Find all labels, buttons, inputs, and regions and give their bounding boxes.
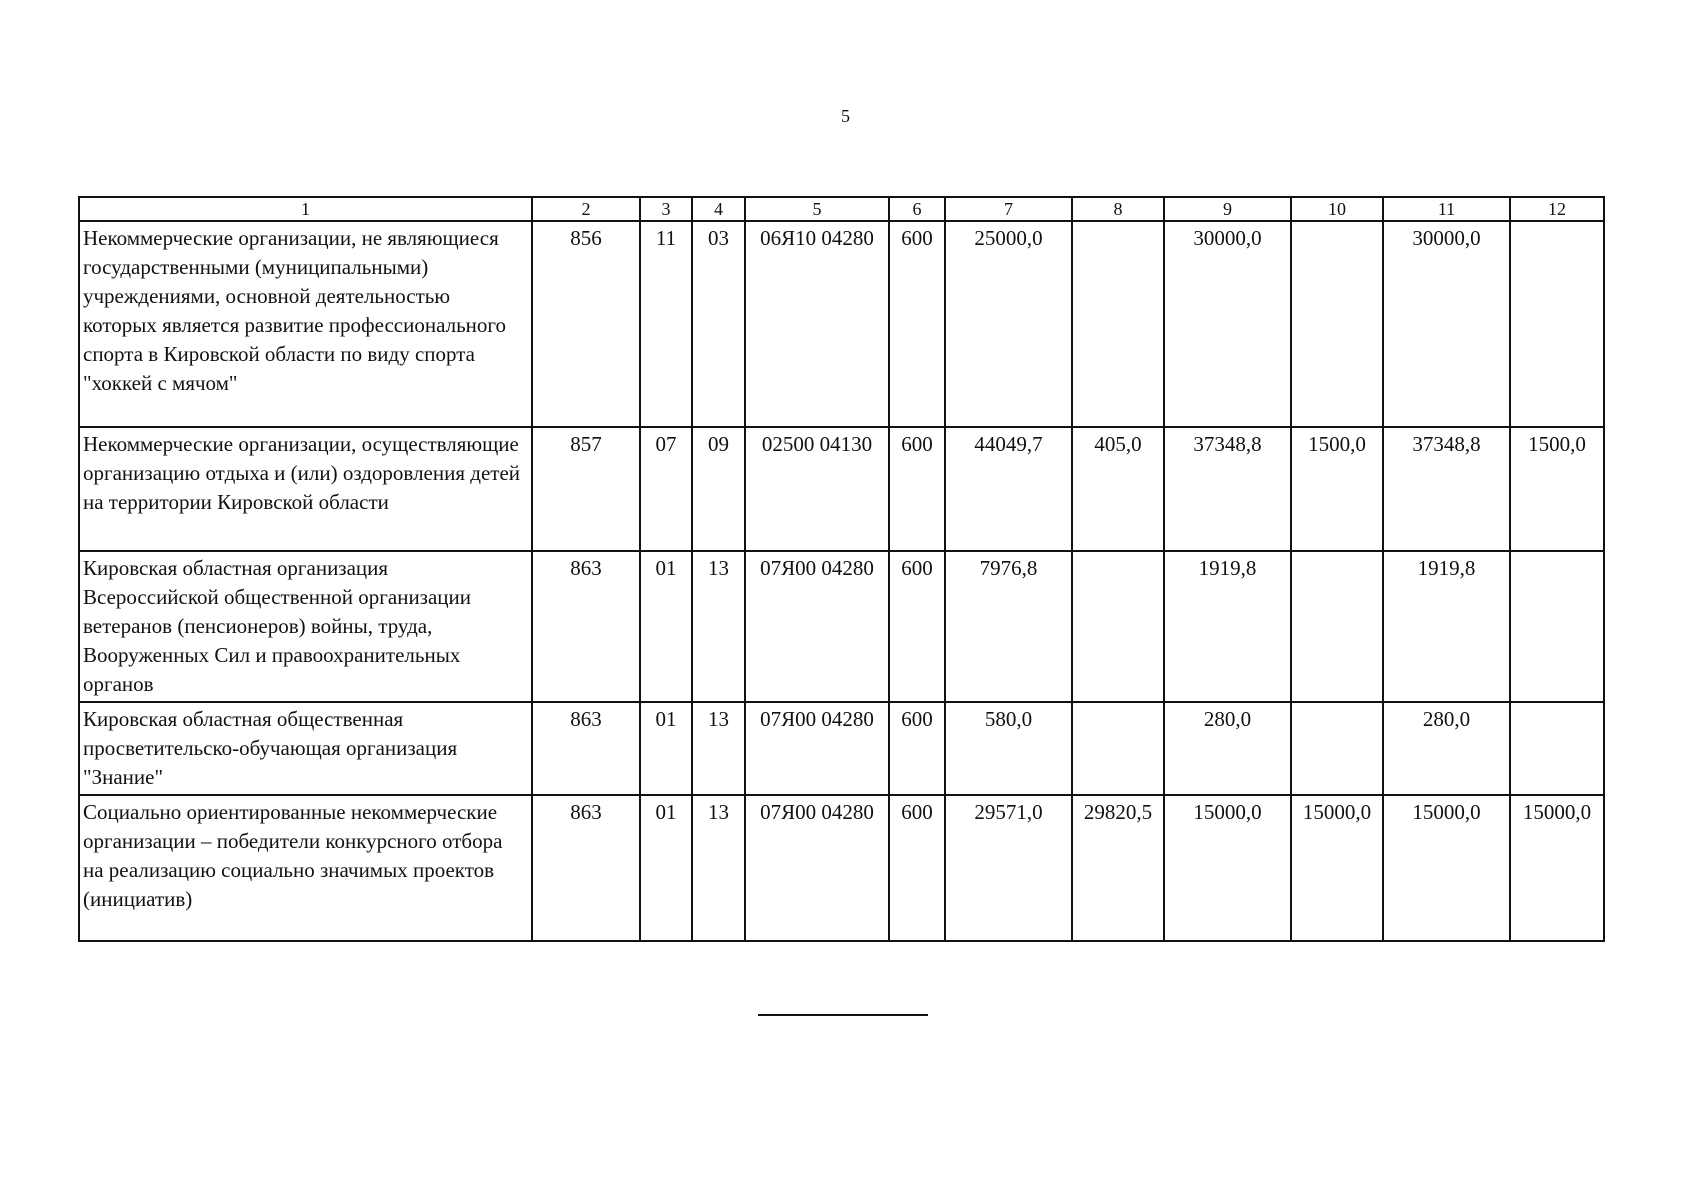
cell-c8 [1072, 551, 1164, 702]
cell-c6: 600 [889, 795, 945, 941]
cell-c7: 580,0 [945, 702, 1072, 795]
column-header-1: 1 [79, 197, 532, 221]
cell-c8: 405,0 [1072, 427, 1164, 551]
cell-c10: 1500,0 [1291, 427, 1383, 551]
cell-c4: 13 [692, 702, 745, 795]
cell-c12 [1510, 551, 1604, 702]
header-row [79, 197, 1604, 221]
cell-c2: 857 [532, 427, 640, 551]
table-row [79, 221, 1604, 427]
cell-c5: 02500 04130 [745, 427, 889, 551]
cell-c12: 15000,0 [1510, 795, 1604, 941]
cell-c5: 07Я00 04280 [745, 551, 889, 702]
cell-c11: 15000,0 [1383, 795, 1510, 941]
cell-c4: 09 [692, 427, 745, 551]
column-header-10: 10 [1291, 197, 1383, 221]
cell-c11: 1919,8 [1383, 551, 1510, 702]
cell-c8 [1072, 702, 1164, 795]
table-row [79, 795, 1604, 941]
column-header-12: 12 [1510, 197, 1604, 221]
cell-c3: 11 [640, 221, 692, 427]
organization-name: Кировская областная общественная просветительско-обучающая организация "Знание" [79, 702, 532, 795]
cell-c2: 856 [532, 221, 640, 427]
cell-c7: 29571,0 [945, 795, 1072, 941]
cell-c7: 7976,8 [945, 551, 1072, 702]
cell-c9: 280,0 [1164, 702, 1291, 795]
cell-c9: 30000,0 [1164, 221, 1291, 427]
cell-c11: 30000,0 [1383, 221, 1510, 427]
cell-c5: 07Я00 04280 [745, 702, 889, 795]
cell-c6: 600 [889, 427, 945, 551]
cell-c12 [1510, 702, 1604, 795]
cell-c4: 13 [692, 795, 745, 941]
cell-c11: 280,0 [1383, 702, 1510, 795]
column-header-3: 3 [640, 197, 692, 221]
page-number: 5 [841, 106, 850, 126]
table-row [79, 702, 1604, 795]
cell-c7: 25000,0 [945, 221, 1072, 427]
cell-c3: 01 [640, 795, 692, 941]
table-row [79, 427, 1604, 551]
cell-c6: 600 [889, 702, 945, 795]
cell-c2: 863 [532, 702, 640, 795]
cell-c3: 01 [640, 702, 692, 795]
cell-c4: 13 [692, 551, 745, 702]
organization-name: Некоммерческие организации, не являющиеся государственными (муниципальными) учреждениями, основной деятельностью которых является развитие профессионального спорта в Кировской области по виду спорта "хоккей с мячом" [79, 221, 532, 427]
cell-c10 [1291, 702, 1383, 795]
cell-c3: 07 [640, 427, 692, 551]
column-header-2: 2 [532, 197, 640, 221]
cell-c6: 600 [889, 221, 945, 427]
table-row [79, 551, 1604, 702]
column-header-8: 8 [1072, 197, 1164, 221]
organization-name: Социально ориентированные некоммерческие организации – победители конкурсного отбора на реализацию социально значимых проектов (инициатив) [79, 795, 532, 941]
cell-c9: 1919,8 [1164, 551, 1291, 702]
cell-c4: 03 [692, 221, 745, 427]
cell-c8: 29820,5 [1072, 795, 1164, 941]
column-header-5: 5 [745, 197, 889, 221]
cell-c8 [1072, 221, 1164, 427]
cell-c10: 15000,0 [1291, 795, 1383, 941]
column-header-7: 7 [945, 197, 1072, 221]
cell-c2: 863 [532, 551, 640, 702]
cell-c5: 07Я00 04280 [745, 795, 889, 941]
cell-c6: 600 [889, 551, 945, 702]
cell-c11: 37348,8 [1383, 427, 1510, 551]
cell-c7: 44049,7 [945, 427, 1072, 551]
column-header-6: 6 [889, 197, 945, 221]
data-table [78, 196, 1605, 942]
cell-c10 [1291, 551, 1383, 702]
cell-c10 [1291, 221, 1383, 427]
column-header-11: 11 [1383, 197, 1510, 221]
organization-name: Некоммерческие организации, осуществляющие организацию отдыха и (или) оздоровления детей на территории Кировской области [79, 427, 532, 551]
cell-c9: 15000,0 [1164, 795, 1291, 941]
column-header-4: 4 [692, 197, 745, 221]
footer-divider [758, 1014, 928, 1016]
cell-c9: 37348,8 [1164, 427, 1291, 551]
cell-c12: 1500,0 [1510, 427, 1604, 551]
organization-name: Кировская областная организация Всероссийской общественной организации ветеранов (пенсионеров) войны, труда, Вооруженных Сил и правоохранительных органов [79, 551, 532, 702]
cell-c12 [1510, 221, 1604, 427]
cell-c5: 06Я10 04280 [745, 221, 889, 427]
cell-c3: 01 [640, 551, 692, 702]
cell-c2: 863 [532, 795, 640, 941]
column-header-9: 9 [1164, 197, 1291, 221]
